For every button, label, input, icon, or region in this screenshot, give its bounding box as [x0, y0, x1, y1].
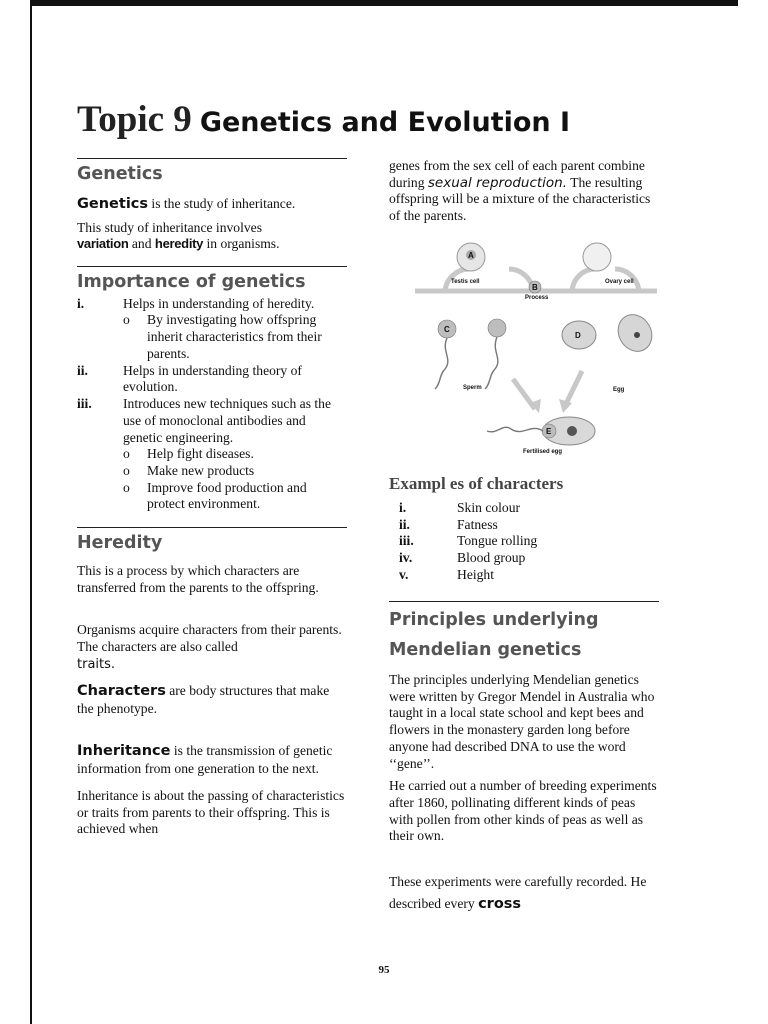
top-border	[30, 0, 738, 6]
sub-list-item: o Help fight diseases.	[123, 446, 254, 462]
section-divider	[77, 158, 347, 159]
left-column	[77, 158, 347, 838]
title-main: Genetics and Evolution I	[199, 107, 571, 138]
section-divider	[77, 527, 347, 528]
heredity-term: heredity	[154, 236, 204, 252]
testis-cell-label: Testis cell	[451, 278, 480, 285]
list-item: iv. Blood group	[399, 550, 526, 566]
heredity-section	[77, 527, 347, 838]
process-label: Process	[525, 294, 549, 301]
arrow-egg	[565, 371, 582, 406]
left-border	[30, 0, 32, 1024]
right-column	[389, 158, 659, 916]
mendel-heading: Principles underlying Mendelian genetics	[389, 610, 599, 661]
fertilised-egg-label: Fertilised egg	[523, 448, 563, 455]
egg-nucleus	[634, 332, 640, 338]
characters-term: Characters	[77, 682, 166, 699]
sexual-reproduction-term: sexual reproduction.	[427, 174, 568, 191]
section-divider	[389, 601, 659, 602]
importance-list	[77, 296, 347, 513]
label-e: E	[546, 426, 552, 436]
page-number: 95	[378, 964, 390, 976]
sub-list-item: o By investigating how offspring inherit characteristics from their parents.	[123, 312, 322, 361]
heredity-heading: Heredity	[77, 533, 163, 554]
examples-heading: Exampl es of characters	[389, 473, 564, 493]
zygote-nucleus	[567, 426, 577, 436]
examples-list	[389, 500, 659, 584]
mendel-paragraph-3: These experiments were carefully recorded. He described every cross	[389, 874, 647, 912]
heredity-definition: This is a process by which characters are transferred from the parents to the offspring.	[77, 562, 319, 595]
list-item: i. Helps in understanding of heredity. o By investigating how offspring inherit characteristics from their parents.	[77, 296, 347, 363]
sperm-label: Sperm	[463, 384, 482, 391]
egg-cell	[612, 308, 657, 357]
ovary-cell	[583, 243, 611, 271]
label-b: B	[532, 282, 538, 292]
list-item: iii. Tongue rolling	[399, 533, 538, 549]
fertilisation-diagram	[407, 241, 657, 456]
cross-term: cross	[478, 895, 522, 912]
traits-term: traits.	[77, 656, 116, 672]
sperm-cell	[488, 319, 506, 337]
genetics-term: Genetics	[77, 195, 149, 212]
list-item: i. Skin colour	[399, 499, 521, 515]
genetics-definition: Genetics is the study of inheritance.	[77, 195, 296, 212]
inheritance-term: Inheritance	[77, 743, 171, 760]
inheritance-definition: Inheritance is the transmission of genetic information from one generation to the next.	[77, 743, 333, 777]
sperm-tail	[485, 337, 498, 389]
sub-list-item: o Improve food production and protect environment.	[123, 479, 307, 512]
characters-definition: Characters are body structures that make the phenotype.	[77, 682, 330, 716]
label-d: D	[575, 330, 581, 340]
genetics-involves: This study of inheritance involves variation and heredity in organisms.	[77, 219, 280, 252]
label-a: A	[468, 250, 474, 260]
mendel-paragraph-1: The principles underlying Mendelian genetics were written by Gregor Mendel in Australia who taught in a local state school and kept bees and flowers in the monastery garden long before anyone had described DNA to use the word ‘‘gene’’.	[389, 671, 655, 771]
genetics-section	[77, 158, 347, 253]
sub-list	[123, 446, 347, 513]
examples-section	[389, 474, 659, 584]
list-item: ii. Fatness	[399, 516, 498, 532]
mendel-paragraph-2: He carried out a number of breeding experiments after 1860, pollinating different kinds of peas with pollen from other kinds of peas as well as their own.	[389, 778, 657, 844]
traits-paragraph: Organisms acquire characters from their parents. The characters are also called traits.	[77, 622, 342, 672]
label-c: C	[444, 324, 450, 334]
section-divider	[77, 266, 347, 267]
list-item: v. Height	[399, 566, 494, 582]
sub-list-item: o Make new products	[123, 462, 255, 478]
egg-label: Egg	[613, 386, 625, 393]
list-item: iii. Introduces new techniques such as the use of monoclonal antibodies and genetic engineering. o Help fight diseases. o Make new products o Improve food production and protect environment.	[77, 396, 347, 513]
title-prefix: Topic 9	[77, 99, 192, 140]
inheritance-paragraph: Inheritance is about the passing of characteristics or traits from parents to their offspring. This is achieved when	[77, 787, 345, 837]
mendel-section	[389, 601, 659, 916]
list-item: ii. Helps in understanding theory of evolution.	[77, 362, 302, 395]
genetics-heading: Genetics	[77, 164, 163, 184]
reproduction-paragraph: genes from the sex cell of each parent combine during sexual reproduction. The resulting offspring will be a mixture of the characteristics of the parents.	[389, 158, 651, 224]
sperm-tail	[487, 427, 543, 432]
importance-section	[77, 266, 347, 513]
sperm-tail	[435, 338, 448, 389]
variation-term: variation	[77, 236, 129, 252]
sub-list	[123, 312, 347, 362]
page-title	[77, 98, 570, 141]
importance-heading: Importance of genetics	[77, 272, 306, 293]
ovary-cell-label: Ovary cell	[605, 278, 634, 285]
